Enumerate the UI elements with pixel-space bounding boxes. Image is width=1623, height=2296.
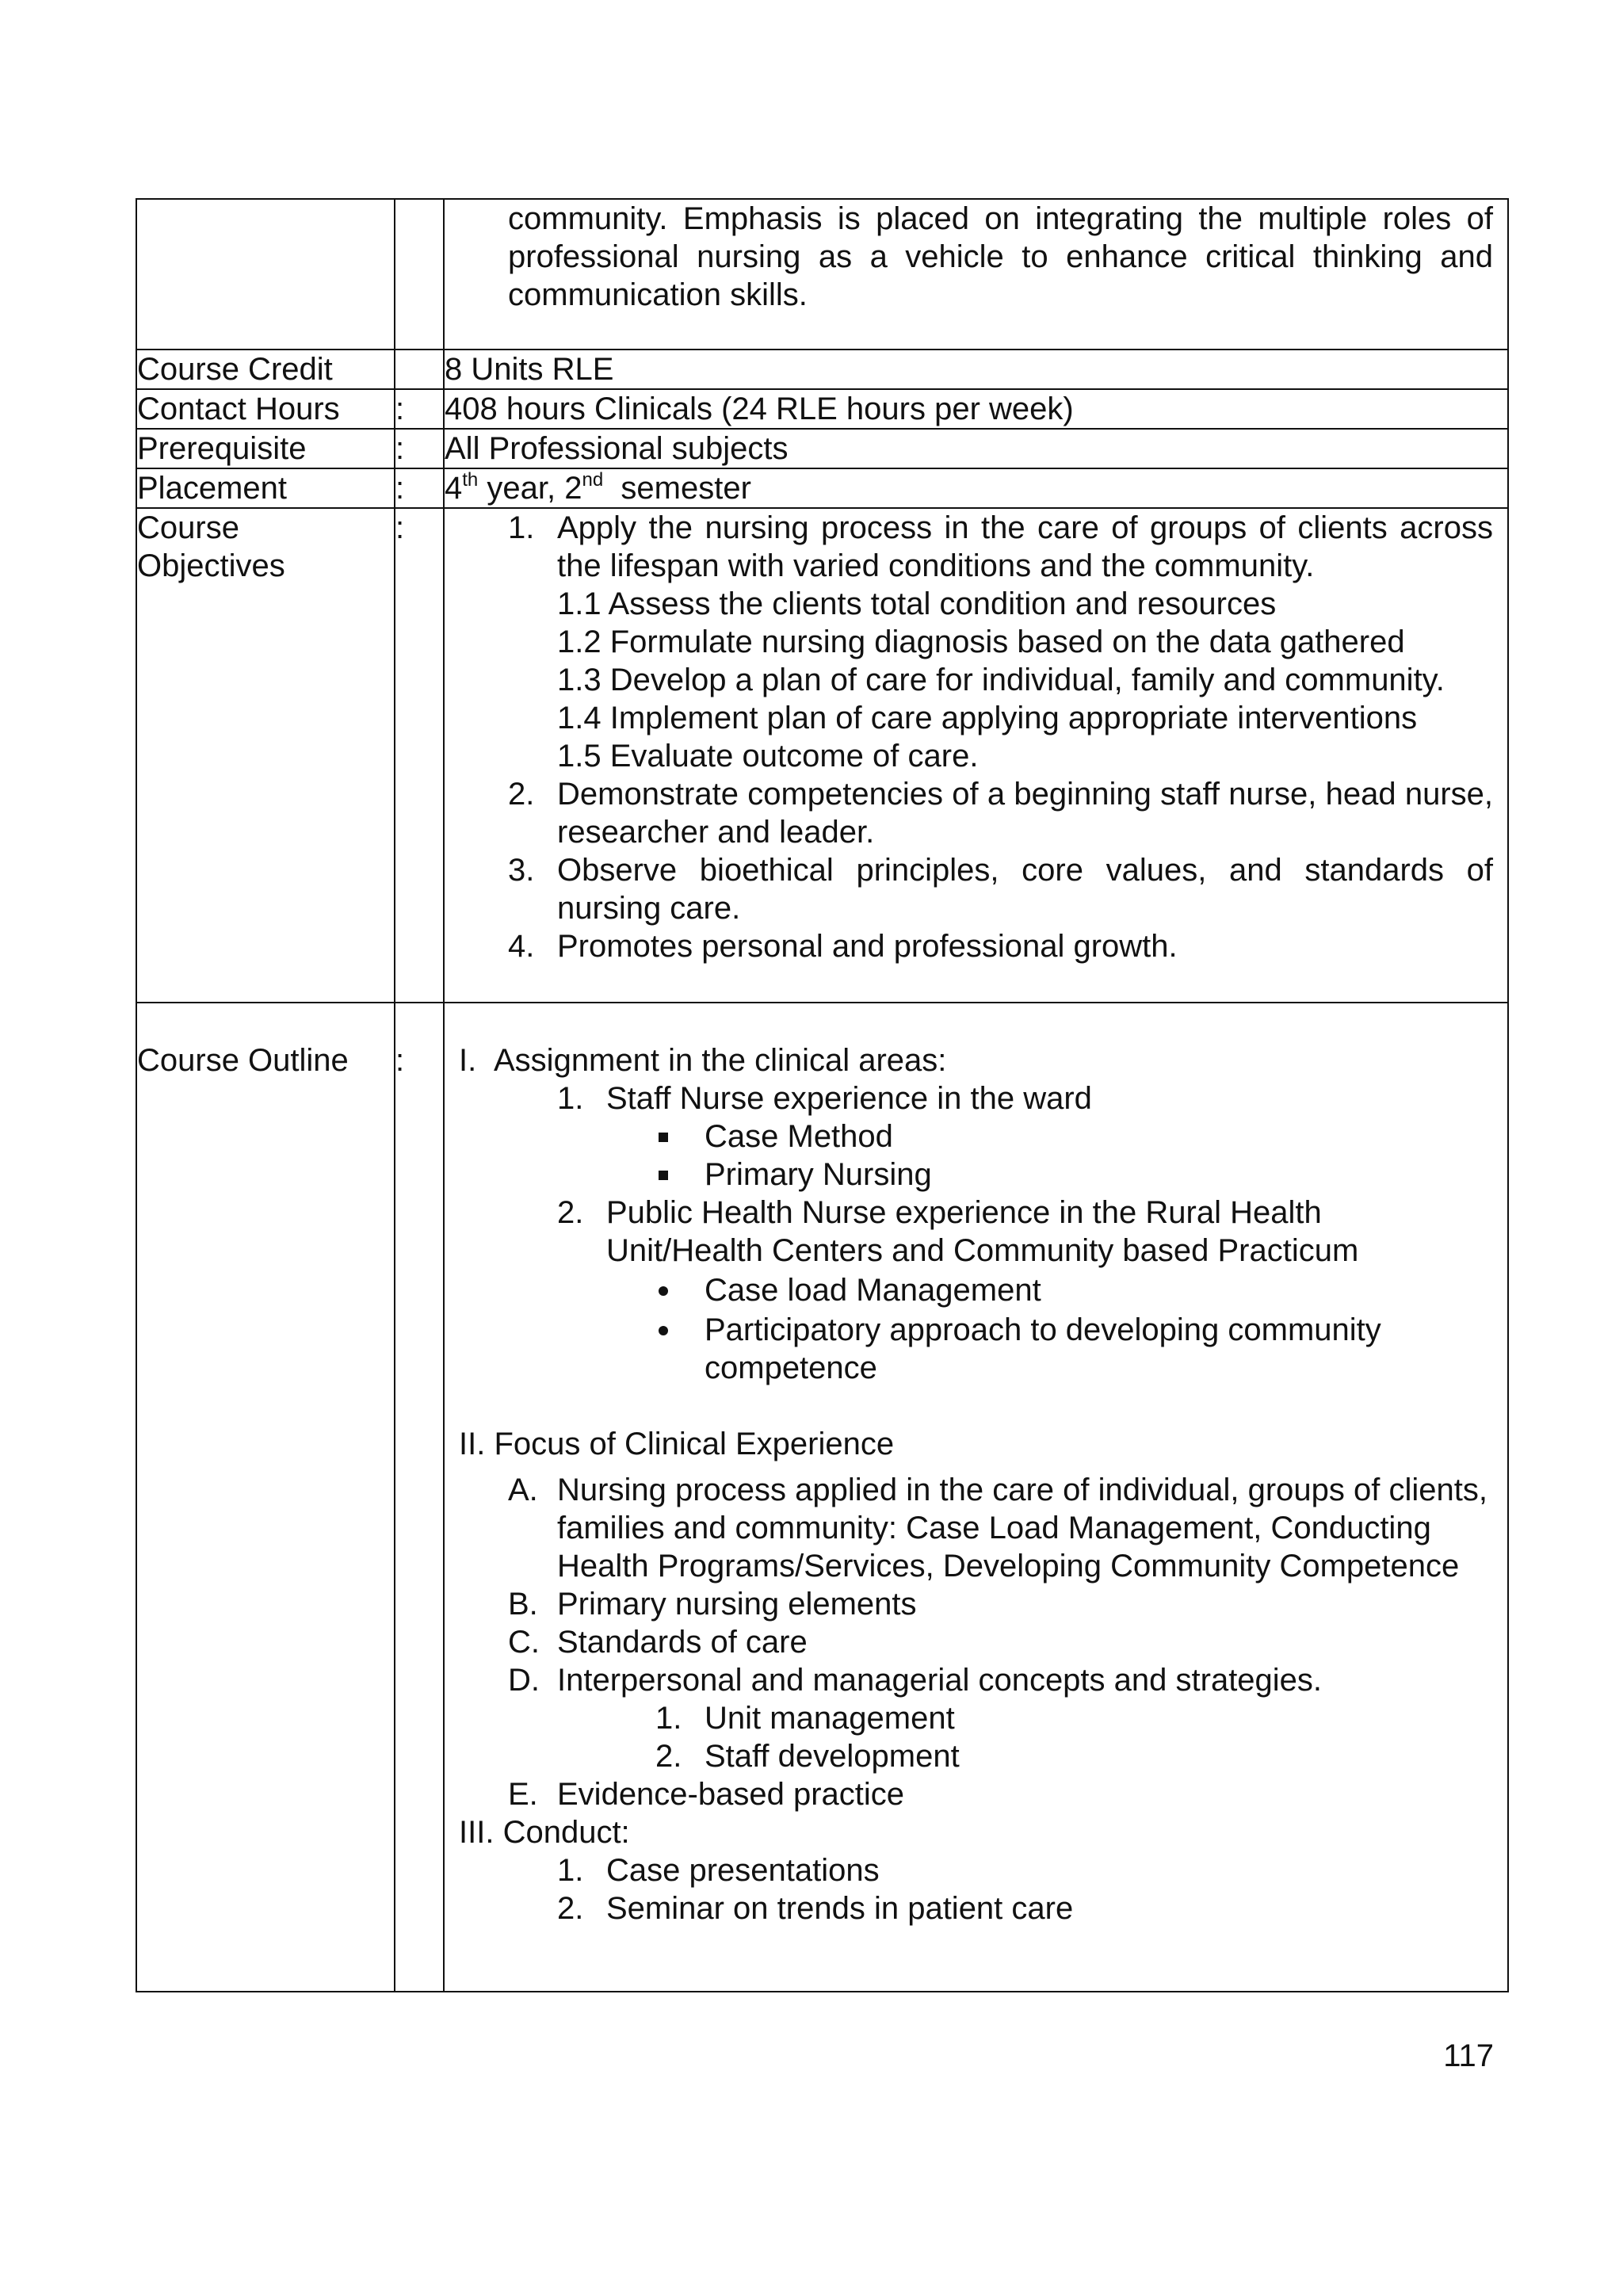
outline-sub-item — [445, 1737, 1493, 1775]
placement-label: Placement — [136, 468, 395, 508]
prerequisite-colon: : — [395, 429, 444, 468]
placement-year-num: 4 — [445, 471, 463, 506]
objective-item — [445, 775, 1493, 851]
course-credit-value: 8 Units RLE — [444, 350, 1508, 389]
section-1-title: Assignment in the clinical areas: — [494, 1043, 947, 1078]
description-row — [136, 199, 1508, 350]
description-label-cell — [136, 199, 395, 350]
outline-row — [136, 1003, 1508, 1992]
round-bullet-icon — [659, 1286, 668, 1296]
outline-bullet — [445, 1156, 1493, 1194]
objectives-row — [136, 508, 1508, 1003]
outline-item-num: D. — [508, 1663, 540, 1698]
outline-bullet-text: Case Method — [705, 1119, 893, 1154]
outline-sub-text: Staff development — [705, 1739, 960, 1774]
outline-bullet — [445, 1117, 1493, 1156]
outline-item-text: Primary nursing elements — [557, 1587, 917, 1622]
objective-sub-item: 1.3 Develop a plan of care for individual, family and community. — [557, 663, 1445, 697]
objective-num: 3. — [508, 853, 535, 888]
objective-sub-item: 1.1 Assess the clients total condition and resources — [557, 586, 1277, 621]
outline-item-num: 2. — [557, 1195, 584, 1230]
objective-sub-item: 1.2 Formulate nursing diagnosis based on the data gathered — [557, 625, 1405, 659]
outline-item-num: 1. — [557, 1853, 584, 1888]
prerequisite-row — [136, 429, 1508, 468]
outline-item-text: Standards of care — [557, 1625, 808, 1660]
outline-item — [445, 1775, 1493, 1813]
course-credit-label: Course Credit — [136, 350, 395, 389]
placement-year-word: year, 2 — [487, 471, 582, 506]
placement-year-sup: th — [462, 468, 479, 491]
outline-item-num: 2. — [557, 1891, 584, 1926]
placement-sem-sup: nd — [582, 468, 604, 491]
outline-sub-item — [445, 1699, 1493, 1737]
objective-num: 2. — [508, 777, 535, 812]
outline-item-text: Evidence-based practice — [557, 1777, 905, 1812]
objectives-label-line2: Objectives — [137, 548, 285, 583]
outline-item-text: Seminar on trends in patient care — [606, 1891, 1074, 1926]
objective-item — [445, 509, 1493, 775]
description-cell — [444, 199, 1508, 350]
description-colon-cell — [395, 199, 444, 350]
contact-hours-colon: : — [395, 389, 444, 429]
objective-text: Apply the nursing process in the care of groups of clients across the lifespan with varied conditions and the community. — [557, 510, 1493, 583]
objective-num: 4. — [508, 929, 535, 964]
placement-sem-word: semester — [621, 471, 751, 506]
outline-sub-num: 2. — [655, 1739, 682, 1774]
contact-hours-label: Contact Hours — [136, 389, 395, 429]
description-text: community. Emphasis is placed on integrating the multiple roles of professional nursing as a vehicle to enhance critical thinking and communication skills. — [508, 201, 1493, 312]
outline-bullet-text: Primary Nursing — [705, 1157, 932, 1192]
section-2-title: II. Focus of Clinical Experience — [459, 1427, 895, 1461]
outline-item — [445, 1471, 1493, 1585]
outline-item-text: Staff Nurse experience in the ward — [606, 1081, 1092, 1116]
objective-item — [445, 927, 1493, 965]
outline-item — [445, 1623, 1493, 1661]
outline-item — [445, 1079, 1493, 1117]
outline-item — [445, 1661, 1493, 1699]
contact-hours-row — [136, 389, 1508, 429]
outline-item-num: B. — [508, 1587, 538, 1622]
course-table — [136, 198, 1509, 1992]
objectives-label-line1: Course — [137, 510, 239, 545]
section-3-title: III. Conduct: — [459, 1815, 630, 1850]
section-1-num: I. — [459, 1043, 477, 1078]
outline-item — [445, 1889, 1493, 1927]
outline-bullet-text: Case load Management — [705, 1273, 1041, 1308]
placement-colon: : — [395, 468, 444, 508]
objectives-cell — [444, 508, 1508, 1003]
outline-cell — [444, 1003, 1508, 1992]
prerequisite-value: All Professional subjects — [444, 429, 1508, 468]
square-bullet-icon — [659, 1171, 668, 1180]
course-credit-colon — [395, 350, 444, 389]
objective-text: Observe bioethical principles, core values, and standards of nursing care. — [557, 853, 1493, 926]
outline-item-num: C. — [508, 1625, 540, 1660]
outline-bullet-text: Participatory approach to developing community competence — [705, 1312, 1381, 1385]
outline-item — [445, 1194, 1493, 1270]
outline-item — [445, 1851, 1493, 1889]
outline-item-num: A. — [508, 1473, 538, 1507]
objective-sub-item: 1.5 Evaluate outcome of care. — [557, 739, 979, 774]
placement-row — [136, 468, 1508, 508]
outline-item — [445, 1585, 1493, 1623]
course-credit-row — [136, 350, 1508, 389]
outline-item-num: E. — [508, 1777, 538, 1812]
objectives-label — [136, 508, 395, 1003]
outline-section-1 — [445, 1041, 1493, 1079]
objective-num: 1. — [508, 510, 535, 545]
outline-bullet — [445, 1271, 1493, 1309]
objective-sub-item: 1.4 Implement plan of care applying appropriate interventions — [557, 701, 1418, 735]
placement-value — [444, 468, 1508, 508]
outline-item-num: 1. — [557, 1081, 584, 1116]
objective-item — [445, 851, 1493, 927]
objectives-colon: : — [395, 508, 444, 1003]
objective-text: Promotes personal and professional growth. — [557, 929, 1178, 964]
outline-colon: : — [395, 1003, 444, 1992]
outline-label: Course Outline — [136, 1003, 395, 1992]
round-bullet-icon — [659, 1326, 668, 1335]
objective-text: Demonstrate competencies of a beginning staff nurse, head nurse, researcher and leader. — [557, 777, 1493, 850]
square-bullet-icon — [659, 1133, 668, 1142]
outline-item-text: Public Health Nurse experience in the Rural Health Unit/Health Centers and Community based Practicum — [606, 1195, 1359, 1268]
outline-sub-num: 1. — [655, 1701, 682, 1736]
outline-bullet — [445, 1311, 1493, 1387]
prerequisite-label: Prerequisite — [136, 429, 395, 468]
page-number: 117 — [1443, 2038, 1494, 2073]
outline-sub-text: Unit management — [705, 1701, 955, 1736]
outline-item-text: Nursing process applied in the care of individual, groups of clients, families and community: Case Load Management, Conducting Health Programs/Services, Developing Community Competence — [557, 1473, 1487, 1584]
contact-hours-value: 408 hours Clinicals (24 RLE hours per week) — [444, 389, 1508, 429]
outline-item-text: Interpersonal and managerial concepts and strategies. — [557, 1663, 1323, 1698]
outline-item-text: Case presentations — [606, 1853, 880, 1888]
